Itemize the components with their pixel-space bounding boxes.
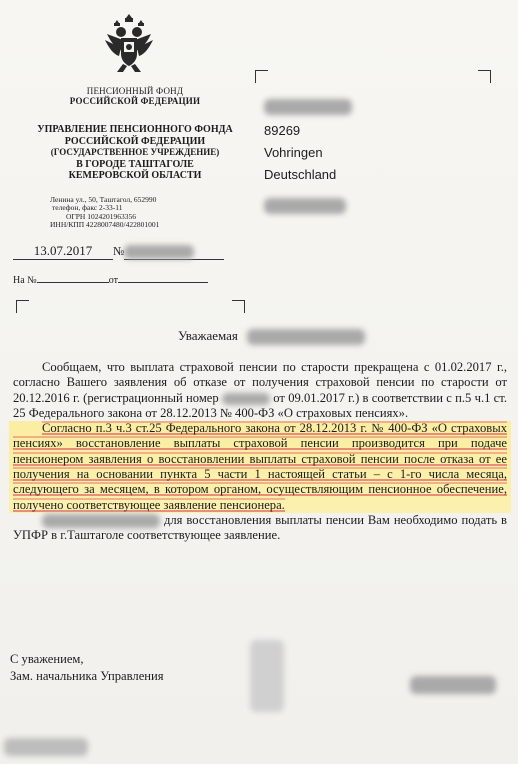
reference-corner-mark (232, 300, 245, 313)
address-corner-mark (255, 70, 268, 83)
incoming-reference: На № от (13, 275, 208, 286)
redacted-text (42, 514, 160, 528)
salutation: Уважаемая (178, 328, 365, 345)
reference-corner-mark (16, 300, 29, 313)
redacted-signatory-name (410, 676, 496, 694)
address-corner-mark (478, 70, 491, 83)
fund-name: ПЕНСИОННЫЙ ФОНД РОССИЙСКОЙ ФЕДЕРАЦИИ (69, 86, 201, 106)
coat-of-arms-emblem (103, 12, 155, 74)
sender-address: Ленина ул., 50, Таштагол, 652990 телефон, факс 2-33-11 ОГРН 1024201963356 ИНН/КПП 4228007480/422801001 (50, 194, 160, 229)
letter-date: 13.07.2017 (33, 243, 93, 258)
recipient-postcode: 89269 (264, 123, 301, 138)
recipient-country: Deutschland (264, 167, 337, 182)
office-name: УПРАВЛЕНИЕ ПЕНСИОННОГО ФОНДА РОССИЙСКОЙ ФЕДЕРАЦИИ (ГОСУДАРСТВЕННОЕ УЧРЕЖДЕНИЕ) В ГОРОДЕ ТАШТАГОЛЕ КЕМЕРОВСКОЙ ОБЛАСТИ (37, 124, 233, 181)
signatory-title: Зам. начальника Управления (10, 669, 164, 683)
redacted-signature (250, 640, 284, 712)
recipient-city: Vohringen (264, 145, 323, 160)
redacted-name (264, 99, 352, 115)
paragraph-1: Сообщаем, что выплата страховой пенсии по старости прекращена с 01.02.2017 г., согласно Вашего заявления об отказе от получения страховой пенсии по старости от 20.12.2016 г. (регистрационный номер от 09.01.2017 г.) в соответствии с п.5 ч.1 ст. 25 Федерального закона от 28.12.2013 № 400-ФЗ «О страховых пенсиях». (13, 360, 507, 420)
letter-body (13, 360, 507, 544)
recipient-block (264, 100, 352, 221)
redacted-footer (4, 738, 88, 756)
redacted-address (264, 198, 346, 214)
paragraph-2-highlighted: Согласно п.3 ч.3 ст.25 Федерального закона от 28.12.2013 г. № 400-ФЗ «О страховых пенсиях» восстановление выплаты страховой пенсии производится при подаче пенсионером заявления о восстановлении выплаты страховой пенсии после отказа от ее получения на основании пункта 5 части 1 настоящей статьи – с 1-го числа месяца, следующего за месяцем, в котором органом, осуществляющим пенсионное обеспечение, получено соответствующее заявление пенсионера. (9, 421, 511, 513)
outgoing-reference: 13.07.2017 № (13, 243, 224, 260)
redacted-addressee (247, 329, 365, 345)
closing-block (10, 651, 164, 685)
redacted-reg-number (222, 393, 270, 405)
sender-block (20, 86, 250, 230)
paragraph-3: для восстановления выплаты пенсии Вам необходимо подать в УПФР в г.Таштаголе соответствующее заявление. (13, 512, 507, 543)
redacted-number (124, 245, 194, 259)
closing-regards: С уважением, (10, 652, 84, 666)
